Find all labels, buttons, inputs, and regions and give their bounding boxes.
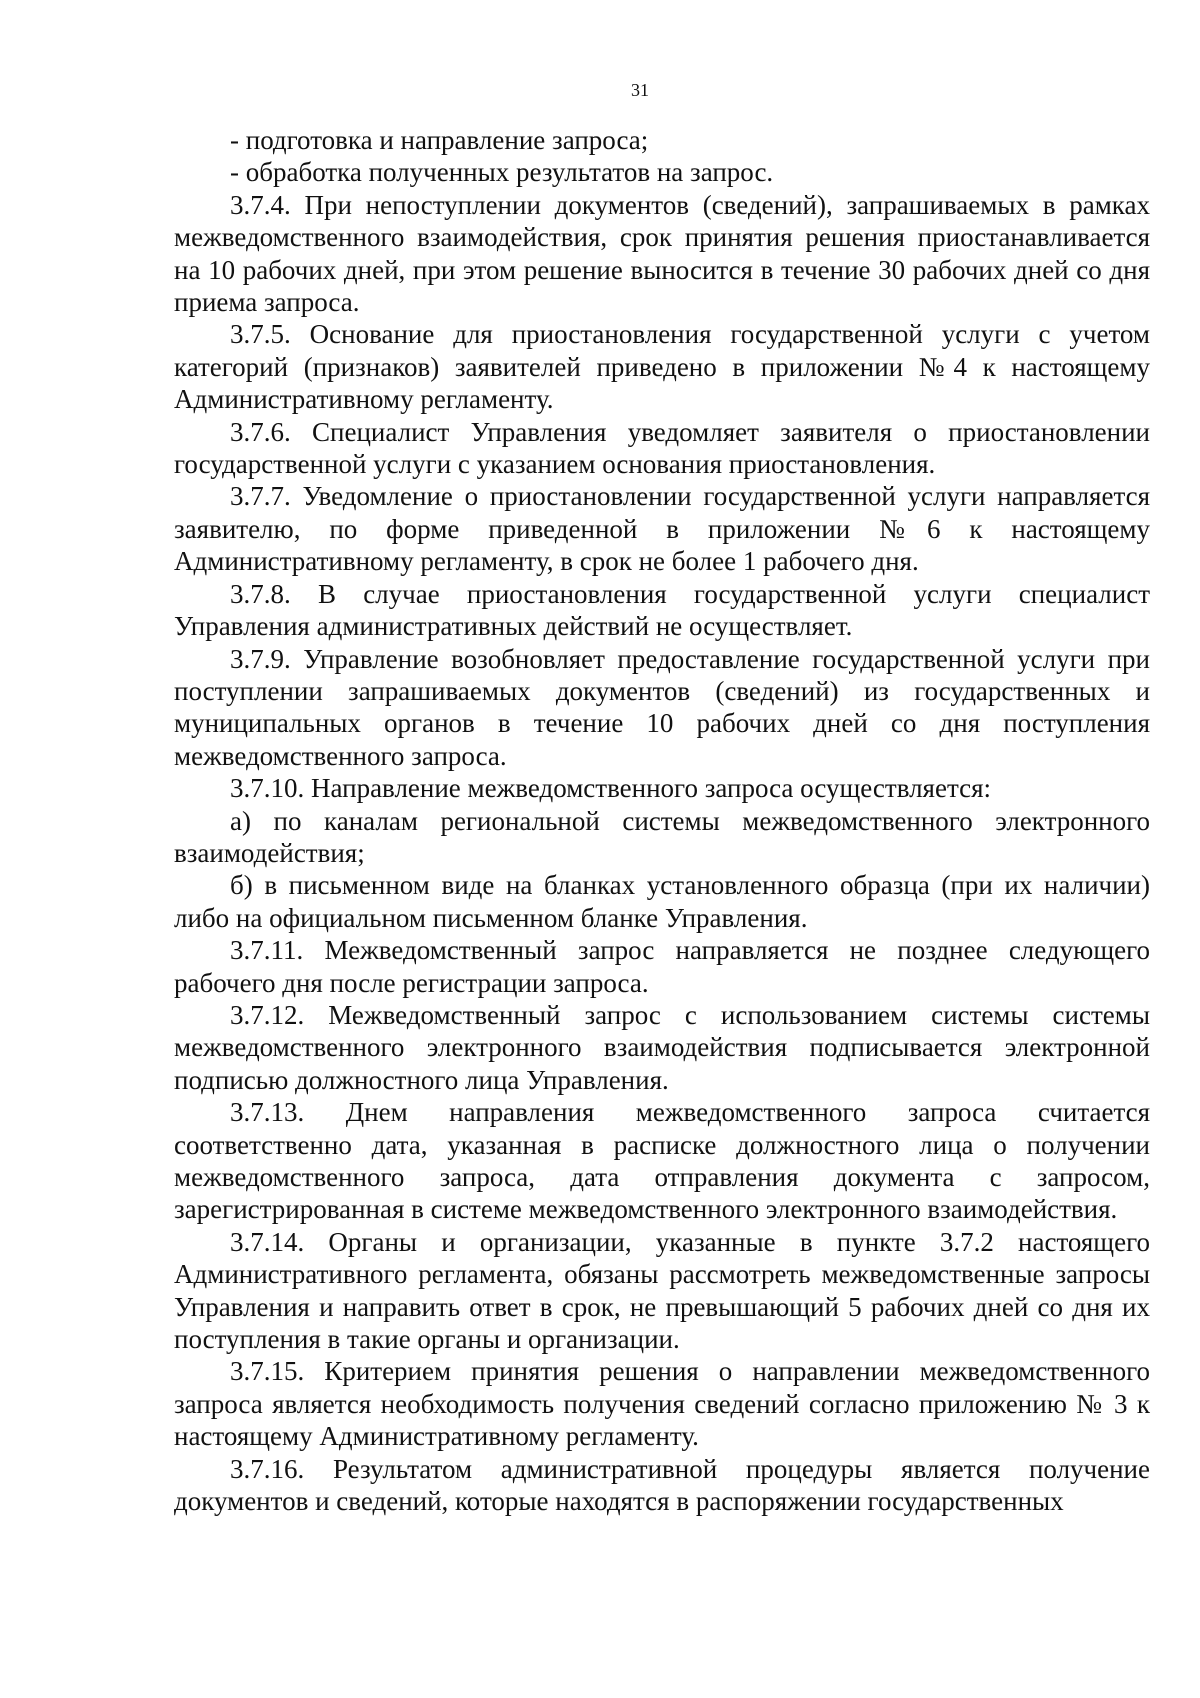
page-number: 31 <box>631 80 649 100</box>
paragraph: 3.7.10. Направление межведомственного запроса осуществляется: <box>230 773 991 804</box>
document-body <box>174 124 1150 1517</box>
paragraph: 3.7.5. Основание для приостановления государственной услуги с учетом категорий (признаков) заявителей приведено в приложении №4 к настоящему Административному регламенту. <box>174 319 1150 415</box>
paragraph: 3.7.16. Результатом административной процедуры является получение документов и сведений, которые находятся в распоряжении государственных <box>174 1453 1150 1517</box>
paragraph: 3.7.15. Критерием принятия решения о направлении межведомственного запроса является необходимость получения сведений согласно приложению № 3 к настоящему Административному регламенту. <box>174 1356 1150 1452</box>
paragraph: 3.7.12. Межведомственный запрос с использованием системы системы межведомственного электронного взаимодействия подписывается электронной подписью должностного лица Управления. <box>174 999 1150 1095</box>
paragraph: - подготовка и направление запроса; <box>230 125 649 155</box>
paragraph: а) по каналам региональной системы межведомственного электронного взаимодействия; <box>174 805 1150 868</box>
paragraph: 3.7.7. Уведомление о приостановлении государственной услуги направляется заявителю, по форме приведенной в приложении №6 к настоящему Административному регламенту, в срок не более 1 рабочего дня. <box>174 481 1150 577</box>
paragraph: 3.7.8. В случае приостановления государственной услуги специалист Управления административных действий не осуществляет. <box>174 578 1150 642</box>
paragraph: 3.7.13. Днем направления межведомственного запроса считается соответственно дата, указанная в расписке должностного лица о получении межведомственного запроса, дата отправления документа с запросом, зарегистрированная в системе межведомственного электронного взаимодействия. <box>174 1097 1150 1225</box>
paragraph: - обработка полученных результатов на запрос. <box>230 157 774 188</box>
paragraph: 3.7.9. Управление возобновляет предоставление государственной услуги при поступлении запрашиваемых документов (сведений) из государственных и муниципальных органов в течение 10 рабочих дней со дня поступления межведомственного запроса. <box>174 643 1150 771</box>
paragraph: б) в письменном виде на бланках установленного образца (при их наличии) либо на официальном письменном бланке Управления. <box>174 870 1150 933</box>
paragraph: 3.7.11. Межведомственный запрос направляется не позднее следующего рабочего дня после регистрации запроса. <box>174 935 1150 998</box>
paragraph: 3.7.4. При непоступлении документов (сведений), запрашиваемых в рамках межведомственного взаимодействия, срок принятия решения приостанавливается на 10 рабочих дней, при этом решение выносится в течение 30 рабочих дней со дня приема запроса. <box>174 189 1150 318</box>
paragraph: 3.7.6. Специалист Управления уведомляет заявителя о приостановлении государственной услуги с указанием основания приостановления. <box>174 416 1150 480</box>
paragraph: 3.7.14. Органы и организации, указанные в пункте 3.7.2 настоящего Административного регламента, обязаны рассмотреть межведомственные запросы Управления и направить ответ в срок, не превышающий 5 рабочих дней со дня их поступления в такие органы и организации. <box>174 1226 1150 1355</box>
